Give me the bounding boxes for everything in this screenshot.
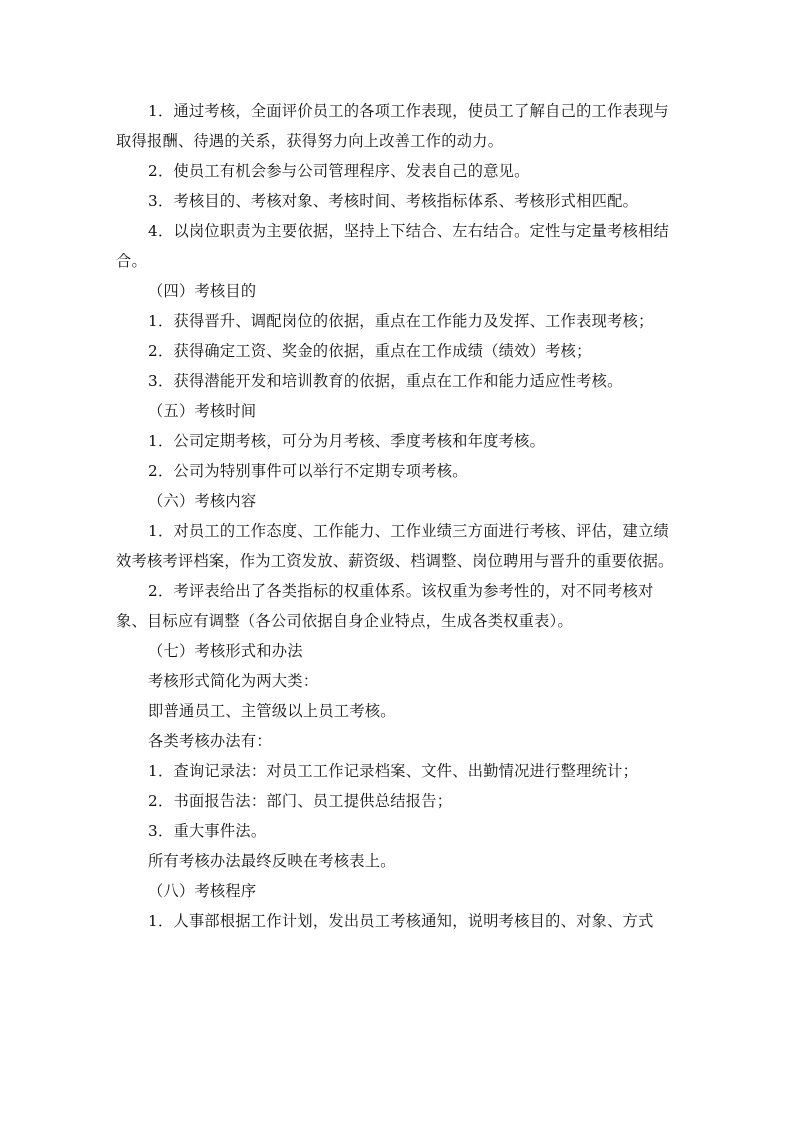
list-item: 所有考核办法最终反映在考核表上。 bbox=[148, 852, 396, 870]
list-item: 3．重大事件法。 bbox=[148, 822, 267, 840]
document-body bbox=[116, 96, 680, 936]
list-item: 1．公司定期考核，可分为月考核、季度考核和年度考核。 bbox=[148, 432, 546, 450]
section-heading-8: （八）考核程序 bbox=[148, 882, 257, 900]
paragraph-purpose-4: 4．以岗位职责为主要依据，坚持上下结合、左右结合。定性与定量考核相结合。 bbox=[116, 222, 670, 270]
list-item: 考核形式简化为两大类： bbox=[148, 672, 319, 690]
list-item: 1．查询记录法：对员工工作记录档案、文件、出勤情况进行整理统计； bbox=[148, 762, 639, 780]
list-item: 2．书面报告法：部门、员工提供总结报告； bbox=[148, 792, 453, 810]
list-item: 3．获得潜能开发和培训教育的依据，重点在工作和能力适应性考核。 bbox=[148, 372, 623, 390]
paragraph-purpose-3: 3．考核目的、考核对象、考核时间、考核指标体系、考核形式相匹配。 bbox=[148, 192, 639, 210]
list-item: 2．获得确定工资、奖金的依据，重点在工作成绩（绩效）考核； bbox=[148, 342, 592, 360]
paragraph-purpose-1: 1．通过考核，全面评价员工的各项工作表现，使员工了解自己的工作表现与取得报酬、待遇的关系，获得努力向上改善工作的动力。 bbox=[116, 102, 670, 150]
list-item: 1．对员工的工作态度、工作能力、工作业绩三方面进行考核、评估，建立绩效考核考评档案，作为工资发放、薪资级、档调整、岗位聘用与晋升的重要依据。 bbox=[116, 522, 674, 570]
paragraph-purpose-2: 2．使员工有机会参与公司管理程序、发表自己的意见。 bbox=[148, 162, 530, 180]
list-item: 各类考核办法有： bbox=[148, 732, 272, 750]
section-heading-6: （六）考核内容 bbox=[148, 492, 257, 510]
section-heading-5: （五）考核时间 bbox=[148, 402, 257, 420]
list-item: 2．考评表给出了各类指标的权重体系。该权重为参考性的，对不同考核对象、目标应有调整（各公司依据自身企业特点，生成各类权重表）。 bbox=[116, 582, 654, 630]
list-item: 1．人事部根据工作计划，发出员工考核通知，说明考核目的、对象、方式 bbox=[148, 912, 654, 930]
list-item: 1．获得晋升、调配岗位的依据，重点在工作能力及发挥、工作表现考核； bbox=[148, 312, 654, 330]
section-heading-7: （七）考核形式和办法 bbox=[148, 642, 303, 660]
list-item: 2．公司为特别事件可以举行不定期专项考核。 bbox=[148, 462, 468, 480]
list-item: 即普通员工、主管级以上员工考核。 bbox=[148, 702, 396, 720]
section-heading-4: （四）考核目的 bbox=[148, 282, 257, 300]
